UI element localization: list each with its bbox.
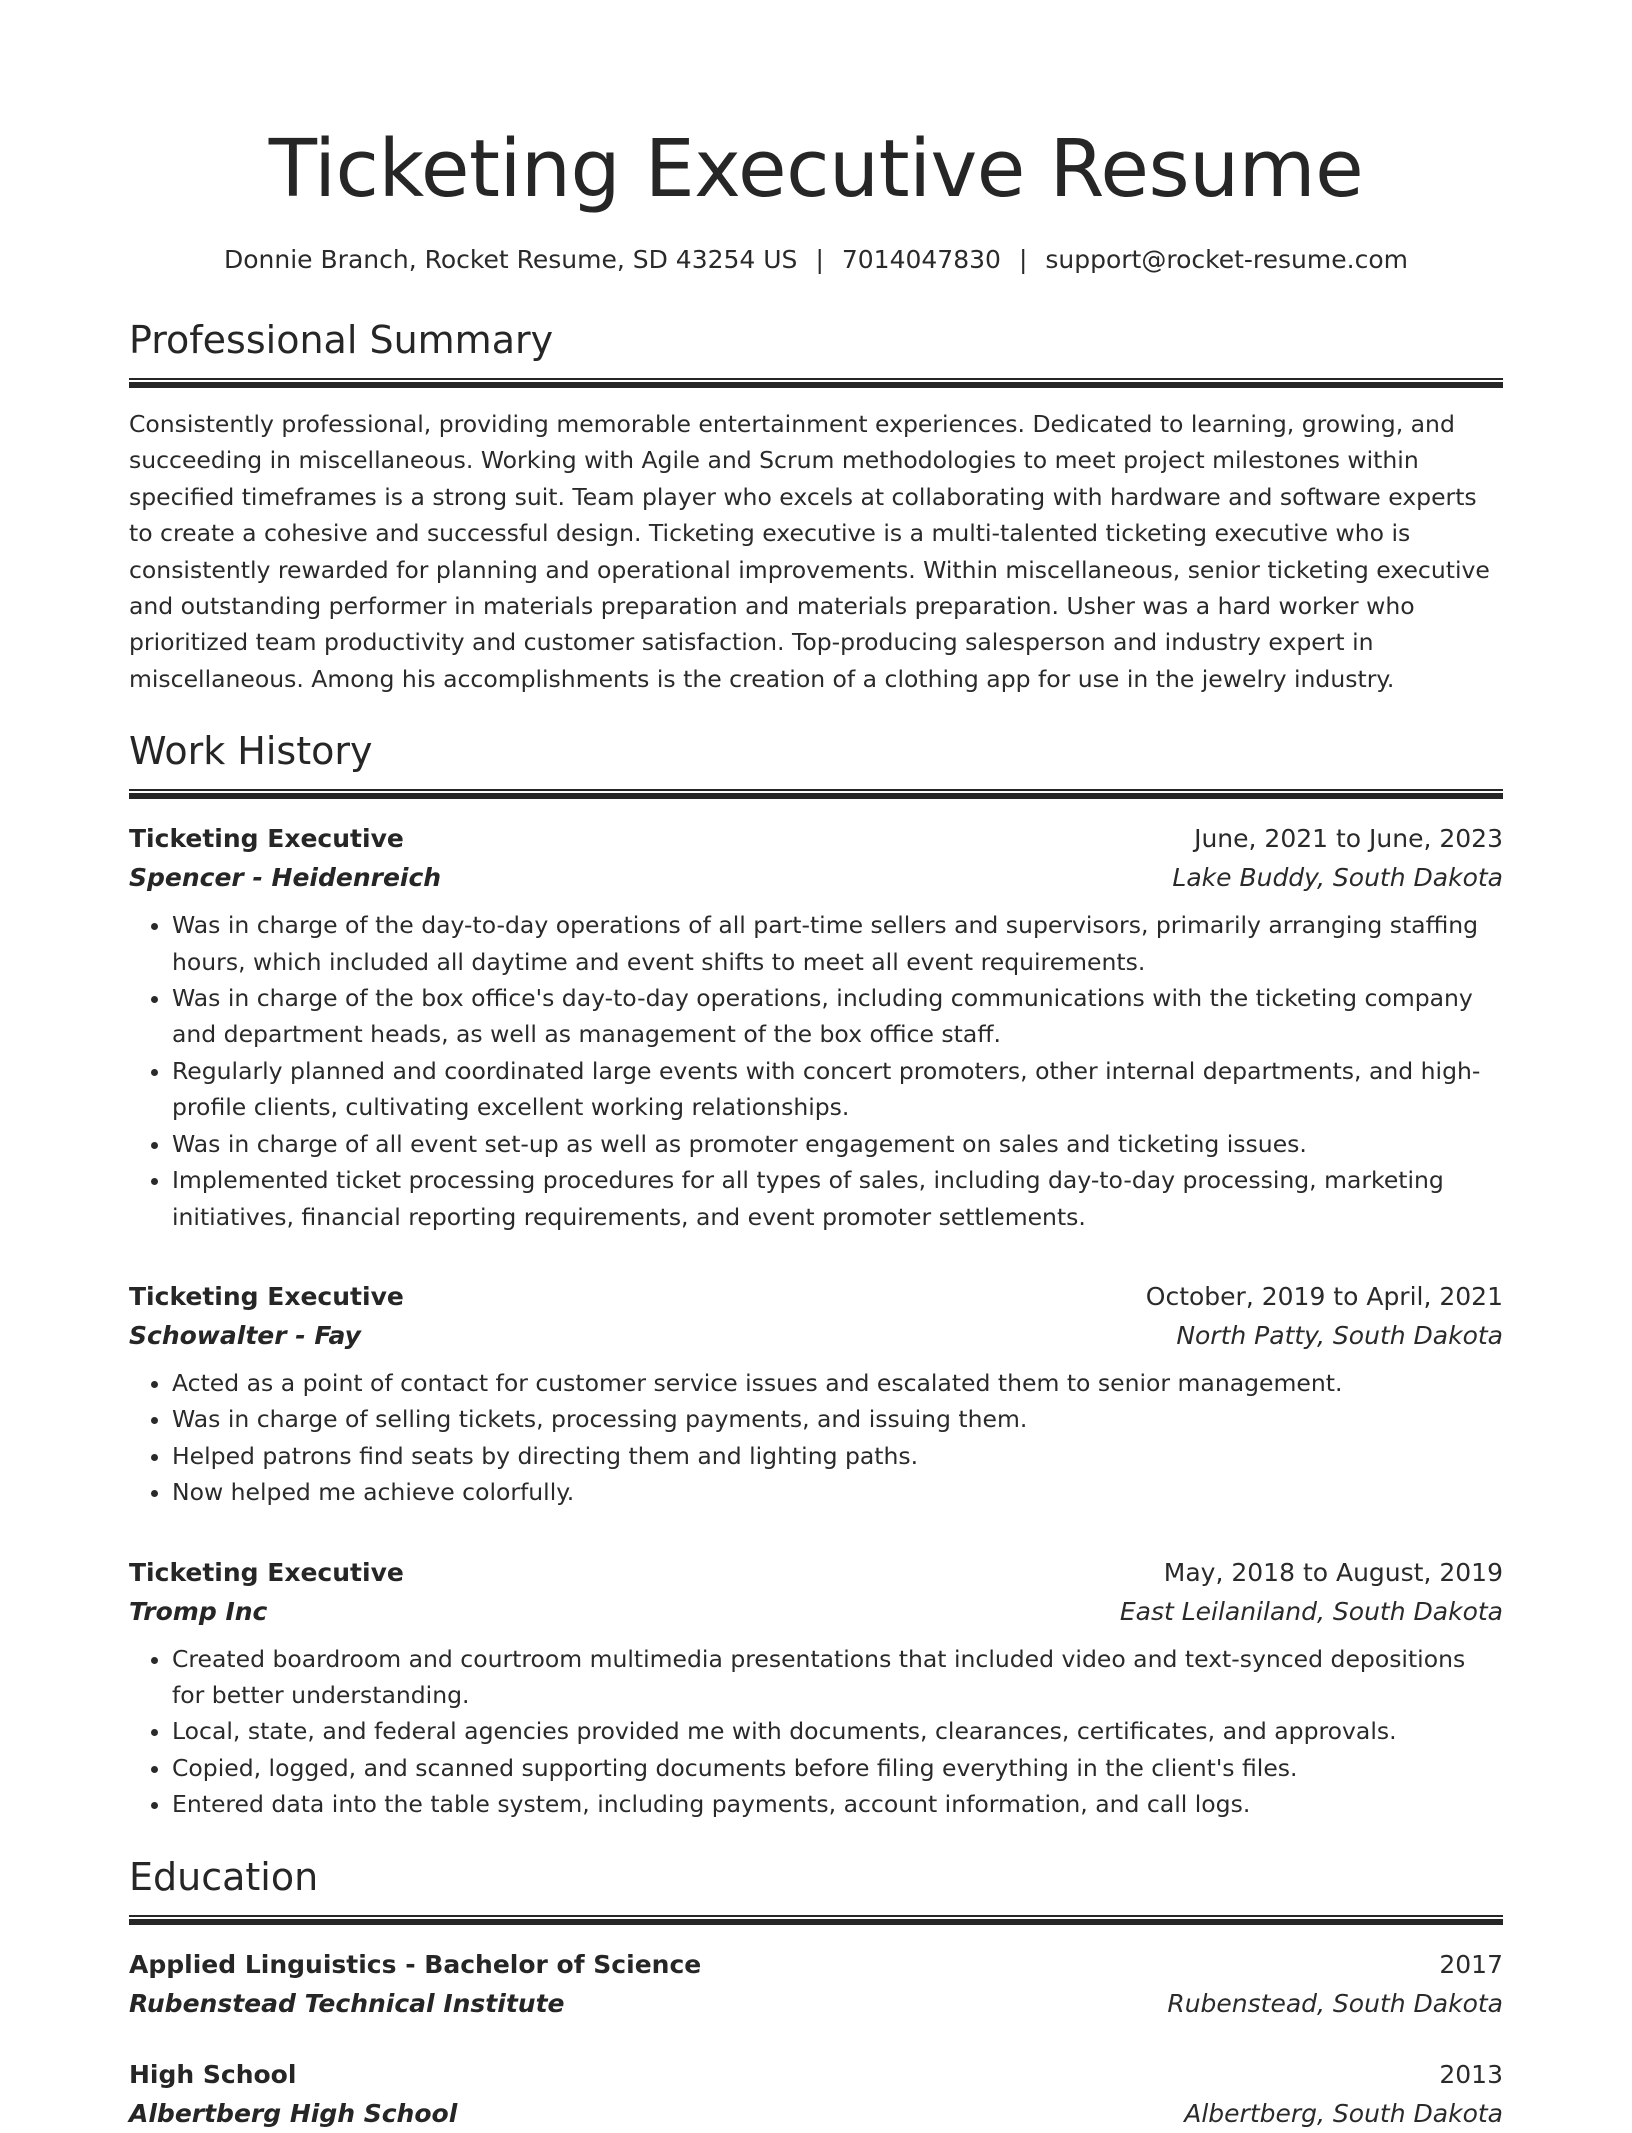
job-header-row (129, 1553, 1503, 1592)
job-bullet: • Local, state, and federal agencies provided me with documents, clearances, certificates, and approvals. (172, 1713, 1503, 1749)
education-year: 2017 (1439, 1949, 1503, 1979)
job-header-row (129, 819, 1503, 858)
job-company-row (129, 1592, 1503, 1631)
job-bullet: • Copied, logged, and scanned supporting documents before filing everything in the client's files. (172, 1750, 1503, 1786)
education-section (129, 1853, 1503, 2133)
section-divider (129, 1915, 1503, 1925)
contact-address: Donnie Branch, Rocket Resume, SD 43254 US (224, 245, 798, 274)
section-divider (129, 789, 1503, 799)
job-bullet: • Regularly planned and coordinated large events with concert promoters, other internal departments, and high-profile clients, cultivating excellent working relationships. (172, 1053, 1503, 1126)
job-entry (129, 1277, 1503, 1511)
job-company-row (129, 1316, 1503, 1355)
section-heading-summary: Professional Summary (129, 318, 554, 362)
section-heading-education: Education (129, 1854, 319, 1899)
job-bullet: • Entered data into the table system, including payments, account information, and call logs. (172, 1786, 1503, 1822)
education-entry (129, 2055, 1503, 2133)
education-degree: Applied Linguistics - Bachelor of Science (129, 1949, 702, 1979)
education-school: Rubenstead Technical Institute (129, 1988, 565, 2018)
job-bullet: • Implemented ticket processing procedures for all types of sales, including day-to-day processing, marketing initiatives, financial reporting requirements, and event promoter settlements. (172, 1162, 1503, 1235)
job-location: North Patty, South Dakota (1176, 1320, 1503, 1350)
job-dates: June, 2021 to June, 2023 (1194, 824, 1503, 854)
education-degree: High School (129, 2059, 297, 2089)
job-company: Spencer - Heidenreich (129, 863, 442, 893)
contact-line (129, 244, 1503, 276)
education-school-row (129, 1984, 1503, 2023)
job-bullet: • Helped patrons find seats by directing them and lighting paths. (172, 1438, 1503, 1474)
job-bullets (129, 1365, 1503, 1511)
job-title: Ticketing Executive (129, 1281, 404, 1311)
resume-title: Ticketing Executive Resume (268, 123, 1364, 215)
job-header-row (129, 1277, 1503, 1316)
job-bullet: • Was in charge of selling tickets, processing payments, and issuing them. (172, 1401, 1503, 1437)
job-bullets (129, 1641, 1503, 1823)
job-company: Schowalter - Fay (129, 1320, 361, 1350)
job-bullet: • Was in charge of the box office's day-to-day operations, including communications with the ticketing company and department heads, as well as management of the box office staff. (172, 980, 1503, 1053)
job-title: Ticketing Executive (129, 824, 404, 854)
contact-phone: 7014047830 (841, 245, 1001, 274)
job-company: Tromp Inc (129, 1596, 268, 1626)
contact-separator: | (815, 245, 824, 274)
summary-section (129, 316, 1503, 697)
contact-separator: | (1018, 245, 1028, 274)
summary-text: Consistently professional, providing memorable entertainment experiences. Dedicated to learning, growing, and succeeding in miscellaneous. Working with Agile and Scrum methodologies to meet project milestones within specified timeframes is a strong suit. Team player who excels at collaborating with hardware and software experts to create a cohesive and successful design. Ticketing executive is a multi-talented ticketing executive who is consistently rewarded for planning and operational improvements. Within miscellaneous, senior ticketing executive and outstanding performer in materials preparation and materials preparation. Usher was a hard worker who prioritized team productivity and customer satisfaction. Top-producing salesperson and industry expert in miscellaneous. Among his accomplishments is the creation of a clothing app for use in the jewelry industry. (129, 410, 1490, 693)
job-bullet: • Acted as a point of contact for customer service issues and escalated them to senior management. (172, 1365, 1503, 1401)
section-divider (129, 378, 1503, 388)
job-company-row (129, 858, 1503, 897)
job-bullet: • Was in charge of the day-to-day operations of all part-time sellers and supervisors, primarily arranging staffing hours, which included all daytime and event shifts to meet all event requirements. (172, 907, 1503, 980)
section-heading-work: Work History (129, 729, 373, 774)
education-location: Rubenstead, South Dakota (1167, 1988, 1503, 2018)
education-school: Albertberg High School (129, 2098, 458, 2128)
job-location: East Leilaniland, South Dakota (1119, 1596, 1503, 1626)
job-bullets (129, 907, 1503, 1235)
job-location: Lake Buddy, South Dakota (1172, 863, 1503, 893)
job-title: Ticketing Executive (129, 1557, 404, 1587)
contact-email: support@rocket-resume.com (1045, 245, 1408, 274)
education-location: Albertberg, South Dakota (1184, 2098, 1503, 2128)
job-dates: October, 2019 to April, 2021 (1145, 1281, 1503, 1311)
job-entry (129, 819, 1503, 1235)
job-entry (129, 1553, 1503, 1823)
work-history-section (129, 727, 1503, 1822)
job-bullet: • Now helped me achieve colorfully. (172, 1474, 1503, 1510)
job-dates: May, 2018 to August, 2019 (1163, 1557, 1503, 1587)
job-bullet: • Created boardroom and courtroom multimedia presentations that included video and text-synced depositions for better understanding. (172, 1641, 1503, 1714)
job-bullet: • Was in charge of all event set-up as well as promoter engagement on sales and ticketing issues. (172, 1126, 1503, 1162)
education-header-row (129, 2055, 1503, 2094)
education-entry (129, 1945, 1503, 2023)
education-school-row (129, 2094, 1503, 2133)
education-header-row (129, 1945, 1503, 1984)
education-year: 2013 (1439, 2059, 1503, 2089)
